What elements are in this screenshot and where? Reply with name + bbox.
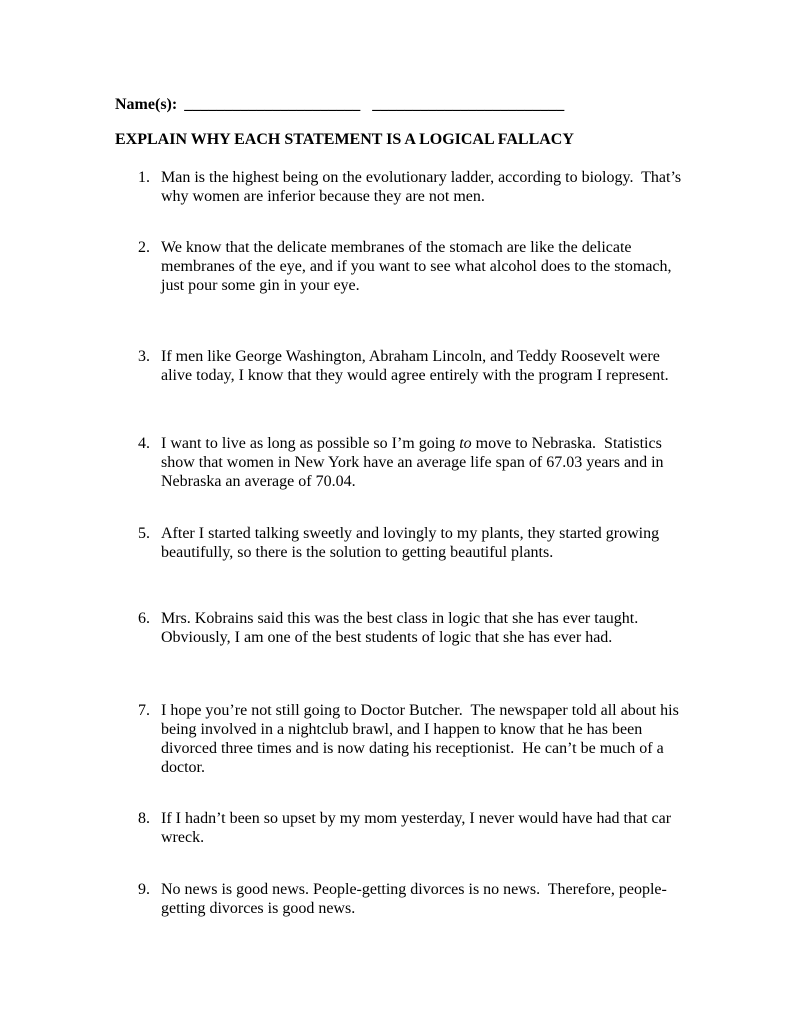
text-line: just pour some gin in your eye. (161, 277, 360, 294)
text-line: I want to live as long as possible so I’m going to move to Nebraska. Statistics (161, 435, 662, 452)
item-number: 3. (138, 348, 150, 365)
text-line: beautifully, so there is the solution to getting beautiful plants. (161, 544, 554, 561)
text-line: We know that the delicate membranes of the stomach are like the delicate (161, 239, 632, 256)
list-item (115, 809, 701, 847)
item-number: 1. (138, 169, 150, 186)
name-blank-2: ________________________ (372, 96, 565, 113)
list-item (115, 238, 701, 295)
text-line: Obviously, I am one of the best students of logic that she has ever had. (161, 629, 613, 646)
item-text (161, 524, 701, 562)
text-line: membranes of the eye, and if you want to see what alcohol does to the stomach, (161, 258, 672, 275)
item-text (161, 809, 701, 847)
list-item (115, 168, 701, 206)
text-line: being involved in a nightclub brawl, and I happen to know that he has been (161, 721, 643, 738)
item-text (161, 880, 701, 918)
list-item (115, 880, 701, 918)
item-number: 6. (138, 610, 150, 627)
item-number: 9. (138, 881, 150, 898)
item-text (161, 701, 701, 777)
text-line: doctor. (161, 759, 205, 776)
fallacy-list (115, 168, 701, 918)
text-line: Man is the highest being on the evolutionary ladder, according to biology. That’s (161, 169, 682, 186)
item-number: 8. (138, 810, 150, 827)
name-line (115, 95, 701, 114)
text-line: show that women in New York have an average life span of 67.03 years and in (161, 454, 664, 471)
text-line: Nebraska an average of 70.04. (161, 473, 356, 490)
worksheet-title: EXPLAIN WHY EACH STATEMENT IS A LOGICAL FALLACY (115, 131, 574, 148)
text-line: Mrs. Kobrains said this was the best class in logic that she has ever taught. (161, 610, 639, 627)
text-line: I hope you’re not still going to Doctor Butcher. The newspaper told all about his (161, 702, 679, 719)
text-line: wreck. (161, 829, 205, 846)
text-line: why women are inferior because they are not men. (161, 188, 485, 205)
item-text (161, 168, 701, 206)
item-number: 7. (138, 702, 150, 719)
item-text (161, 434, 701, 491)
text-line: divorced three times and is now dating his receptionist. He can’t be much of a (161, 740, 664, 757)
item-number: 2. (138, 239, 150, 256)
text-line: If I hadn’t been so upset by my mom yesterday, I never would have had that car (161, 810, 672, 827)
text-line: alive today, I know that they would agree entirely with the program I represent. (161, 367, 669, 384)
item-number: 5. (138, 525, 150, 542)
item-text (161, 609, 701, 647)
item-text (161, 347, 701, 385)
text-line: No news is good news. People-getting divorces is no news. Therefore, people- (161, 881, 667, 898)
text-line: After I started talking sweetly and lovingly to my plants, they started growing (161, 525, 660, 542)
list-item (115, 609, 701, 647)
text-line: getting divorces is good news. (161, 900, 356, 917)
list-item (115, 347, 701, 385)
list-item (115, 434, 701, 491)
name-label: Name(s): (115, 96, 178, 113)
list-item (115, 524, 701, 562)
list-item (115, 701, 701, 777)
text-line: If men like George Washington, Abraham Lincoln, and Teddy Roosevelt were (161, 348, 660, 365)
name-blank-1: ______________________ (184, 96, 361, 113)
item-text (161, 238, 701, 295)
item-number: 4. (138, 435, 150, 452)
